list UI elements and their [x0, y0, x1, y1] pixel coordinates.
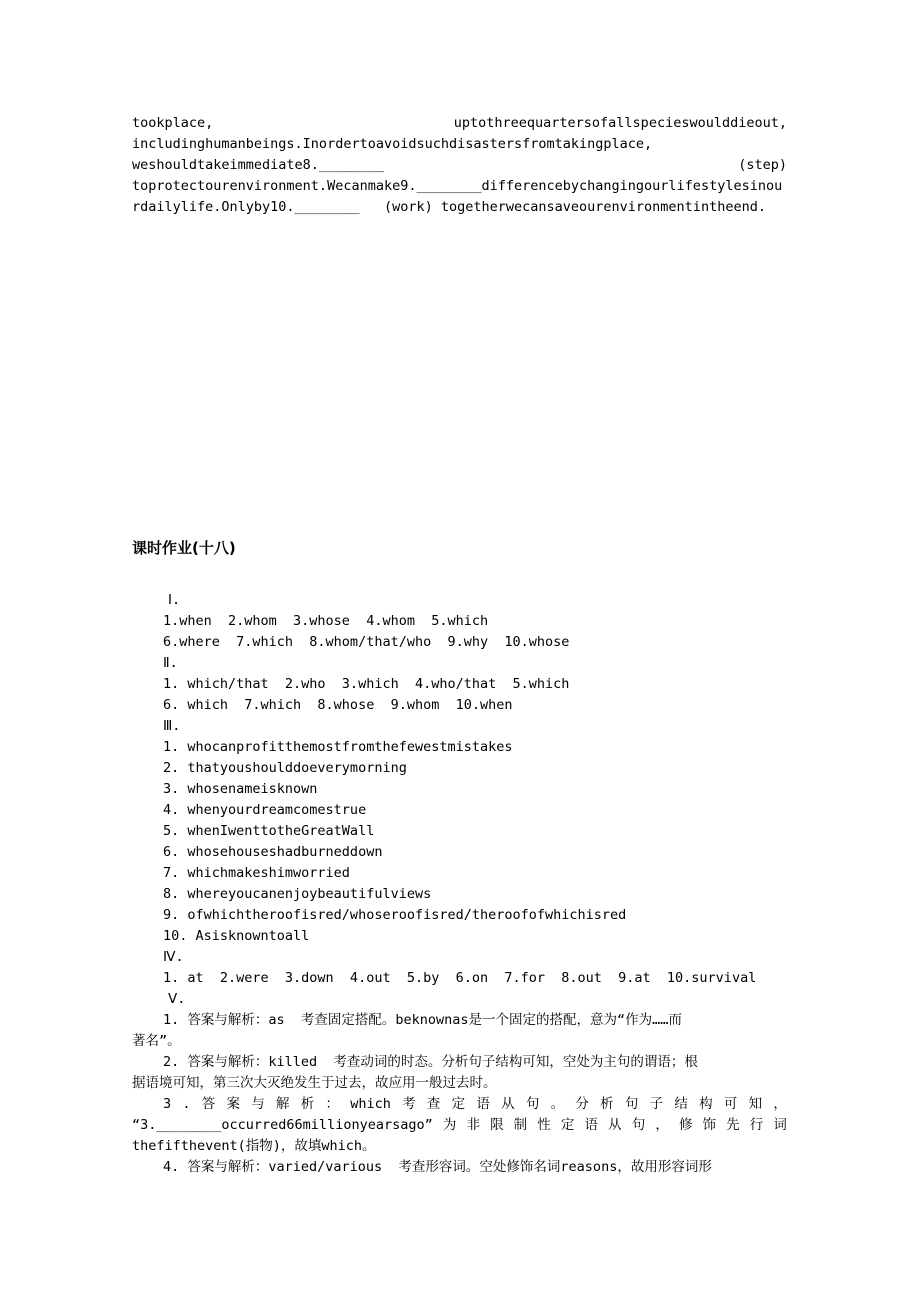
word: 与 — [251, 1096, 265, 1112]
word: . — [182, 1096, 191, 1112]
list-item: 7. whichmakeshimworried — [163, 865, 350, 881]
answer-row: 1. which/that 2.who 3.which 4.who/that 5.which — [163, 676, 570, 692]
passage-text: uptothreequartersofallspecieswoulddieout, — [453, 115, 787, 131]
word: 案 — [226, 1096, 241, 1112]
word: 构 — [699, 1096, 713, 1112]
list-item: 8. whereyoucanenjoybeautifulviews — [163, 886, 432, 902]
word: 非 — [466, 1117, 480, 1133]
section-4-label: Ⅳ. — [163, 949, 184, 965]
answer-row: 6.where 7.which 8.whom/that/who 9.why 10.whose — [163, 634, 570, 650]
passage-line-5: rdailylife.Onlyby10.________ (work) togetherwecansaveourenvironmentintheend. — [132, 199, 766, 215]
word: 解 — [276, 1096, 290, 1112]
list-item: 5. whenIwenttotheGreatWall — [163, 823, 375, 839]
list-item: 9. ofwhichtheroofisred/whoseroofisred/theroofofwhichisred — [163, 907, 627, 923]
answer-row: 6. which 7.which 8.whose 9.whom 10.when — [163, 697, 513, 713]
section-1-label: Ⅰ. — [168, 592, 181, 608]
word: 查 — [426, 1096, 441, 1112]
word: 可 — [723, 1096, 738, 1112]
page-title: 课时作业(十八) — [132, 539, 236, 557]
word: 。 — [550, 1096, 565, 1112]
passage-line-2: includinghumanbeings.Inordertoavoidsuchdisastersfromtakingplace, — [132, 136, 653, 152]
word: 性 — [537, 1117, 551, 1133]
word: 修 — [678, 1117, 693, 1133]
explanation-line: 2. 答案与解析：killed 考查动词的时态。分析句子结构可知，空处为主句的谓语；根 — [163, 1054, 698, 1070]
word: 制 — [513, 1117, 528, 1133]
section-5-label: Ⅴ. — [168, 991, 186, 1007]
word: which — [350, 1096, 391, 1112]
list-item: 3. whosenameisknown — [163, 781, 318, 797]
explanation-line: 1. 答案与解析：as 考查固定搭配。beknownas是一个固定的搭配，意为“作为……而 — [163, 1012, 682, 1028]
word: 考 — [402, 1096, 416, 1112]
word: 词 — [773, 1117, 787, 1133]
word: ， — [773, 1096, 787, 1112]
word: 从 — [608, 1117, 622, 1133]
passage-line-4: toprotectourenvironment.Wecanmake9.________differencebychangingourlifestylesinou — [132, 178, 783, 194]
word: 句 — [624, 1096, 639, 1112]
passage-line-3 — [132, 155, 787, 176]
word: 答 — [201, 1096, 216, 1112]
list-item: 6. whosehouseshadburneddown — [163, 844, 383, 860]
word: 为 — [442, 1117, 457, 1133]
word: 从 — [501, 1096, 515, 1112]
word: 析 — [600, 1096, 614, 1112]
word: 限 — [490, 1117, 504, 1133]
answer-row: 1.when 2.whom 3.whose 4.whom 5.which — [163, 613, 489, 629]
list-item: 10. Asisknowntoall — [163, 928, 310, 944]
word: 知 — [748, 1096, 763, 1112]
section-2-label: Ⅱ. — [163, 655, 178, 671]
passage-text: (step) — [738, 157, 787, 173]
word: 行 — [749, 1117, 764, 1133]
explanation-line: 4. 答案与解析：varied/various 考查形容词。空处修饰名词reasons，故用形容词形 — [163, 1159, 712, 1175]
list-item: 2. thatyoushoulddoeverymorning — [163, 760, 407, 776]
passage-text: weshouldtakeimmediate8.________ — [132, 157, 384, 173]
word: 定 — [560, 1117, 575, 1133]
explanation-line-justified — [163, 1094, 787, 1115]
word: 饰 — [702, 1117, 717, 1133]
list-item: 1. whocanprofitthemostfromthefewestmistakes — [163, 739, 513, 755]
passage-line-1 — [132, 113, 787, 134]
word: 语 — [584, 1117, 598, 1133]
word: 3 — [163, 1096, 172, 1112]
word: ， — [655, 1117, 669, 1133]
explanation-line-justified — [132, 1115, 787, 1136]
word: 析 — [300, 1096, 315, 1112]
word: ： — [325, 1096, 340, 1112]
word: 定 — [451, 1096, 466, 1112]
explanation-line: 据语境可知，第三次大灭绝发生于过去，故应用一般过去时。 — [132, 1075, 497, 1091]
explanation-line: 著名”。 — [132, 1033, 181, 1049]
word: 句 — [525, 1096, 540, 1112]
word: 分 — [575, 1096, 589, 1112]
word: 先 — [726, 1117, 740, 1133]
passage-text: tookplace, — [132, 115, 214, 131]
word: 语 — [476, 1096, 490, 1112]
word: 句 — [631, 1117, 646, 1133]
section-3-label: Ⅲ. — [163, 718, 181, 734]
explanation-line: thefifthevent(指物)，故填which。 — [132, 1138, 376, 1154]
word: 子 — [649, 1096, 664, 1112]
word: 结 — [674, 1096, 688, 1112]
word: “3.________occurred66millionyearsago” — [132, 1117, 433, 1133]
list-item: 4. whenyourdreamcomestrue — [163, 802, 367, 818]
answer-row: 1. at 2.were 3.down 4.out 5.by 6.on 7.for 8.out 9.at 10.survival — [163, 970, 757, 986]
